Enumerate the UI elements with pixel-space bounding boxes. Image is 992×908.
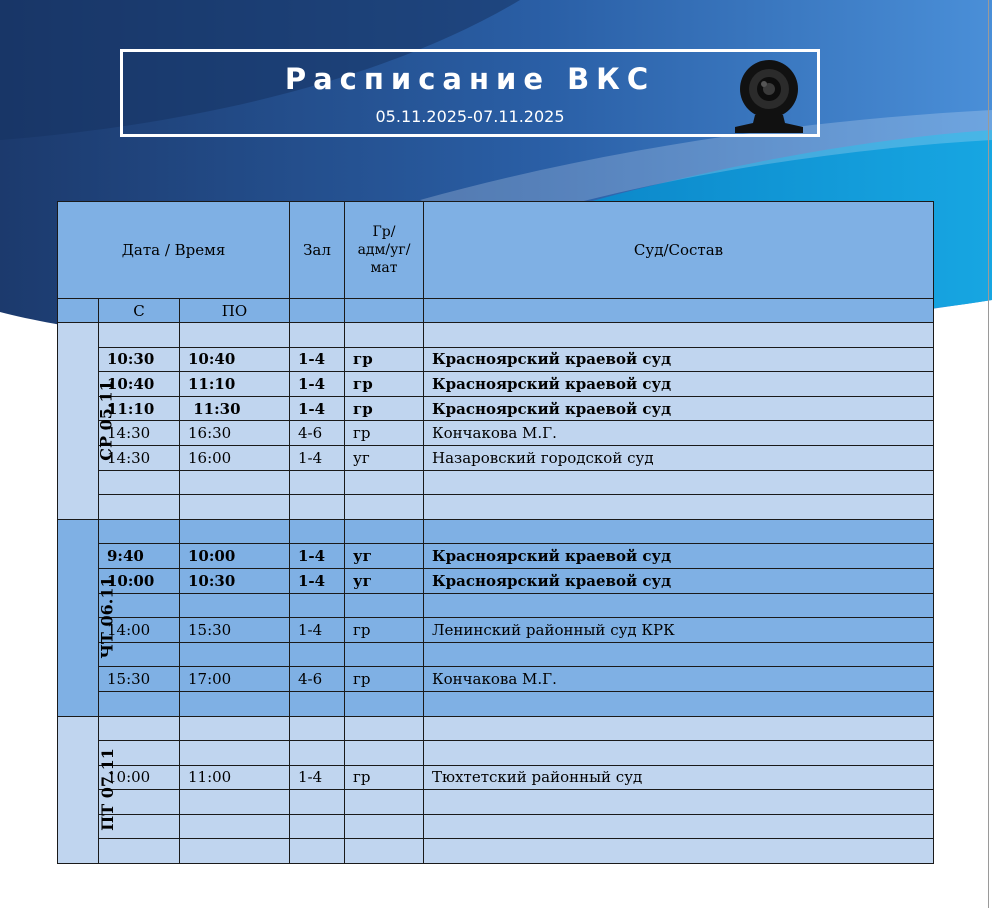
cell-hall — [290, 839, 345, 864]
cell-to: 11:00 — [180, 765, 290, 790]
table-header-row — [58, 202, 934, 299]
cell-from: 10:30 — [99, 347, 180, 372]
cell-court: Ленинский районный суд КРК — [424, 618, 934, 643]
table-row — [58, 839, 934, 864]
cell-to — [180, 839, 290, 864]
header-type-line1: Гр/ — [372, 224, 396, 240]
subheader-empty — [345, 299, 424, 323]
cell-court: Кончакова М.Г. — [424, 667, 934, 692]
cell-hall — [290, 495, 345, 520]
table-row — [58, 667, 934, 692]
cell-court — [424, 642, 934, 667]
cell-type — [345, 495, 424, 520]
cell-type: гр — [345, 618, 424, 643]
cell-hall — [290, 519, 345, 544]
table-row — [58, 716, 934, 741]
day-label-cell — [58, 716, 117, 864]
table-row — [58, 396, 934, 421]
subheader-empty — [424, 299, 934, 323]
cell-court: Красноярский краевой суд — [424, 372, 934, 397]
cell-court — [424, 519, 934, 544]
cell-type — [345, 716, 424, 741]
table-row — [58, 593, 934, 618]
cell-hall: 1-4 — [290, 445, 345, 470]
cell-to: 10:40 — [180, 347, 290, 372]
cell-from: 10:00 — [99, 765, 180, 790]
cell-to: 10:30 — [180, 568, 290, 593]
table-row — [58, 421, 934, 446]
cell-from: 14:30 — [99, 445, 180, 470]
cell-to — [180, 519, 290, 544]
cell-to: 15:30 — [180, 618, 290, 643]
day-label: ЧТ 06.11 — [97, 576, 117, 659]
cell-type — [345, 519, 424, 544]
cell-hall: 1-4 — [290, 372, 345, 397]
cell-to: 16:30 — [180, 421, 290, 446]
table-row — [58, 495, 934, 520]
schedule-table — [57, 201, 934, 864]
table-row — [58, 765, 934, 790]
subheader-empty — [290, 299, 345, 323]
header-type — [345, 202, 424, 299]
cell-type — [345, 642, 424, 667]
header-type-line3: мат — [370, 260, 398, 276]
header-court: Суд/Состав — [424, 202, 934, 299]
cell-to — [180, 814, 290, 839]
title-box — [120, 49, 820, 137]
cell-hall — [290, 790, 345, 815]
cell-to: 17:00 — [180, 667, 290, 692]
table-row — [58, 790, 934, 815]
cell-hall: 1-4 — [290, 568, 345, 593]
cell-from — [99, 716, 180, 741]
cell-to — [180, 593, 290, 618]
cell-to — [180, 741, 290, 766]
cell-hall — [290, 741, 345, 766]
table-row — [58, 519, 934, 544]
cell-type — [345, 839, 424, 864]
cell-type: гр — [345, 396, 424, 421]
cell-court: Назаровский городской суд — [424, 445, 934, 470]
table-row — [58, 814, 934, 839]
cell-from: 14:30 — [99, 421, 180, 446]
cell-type: уг — [345, 568, 424, 593]
cell-hall — [290, 470, 345, 495]
cell-court — [424, 495, 934, 520]
table-row — [58, 642, 934, 667]
table-row — [58, 741, 934, 766]
cell-to — [180, 790, 290, 815]
cell-hall — [290, 593, 345, 618]
cell-hall: 1-4 — [290, 396, 345, 421]
cell-hall: 1-4 — [290, 618, 345, 643]
cell-to — [180, 323, 290, 348]
header-type-line2: адм/уг/ — [357, 242, 411, 258]
cell-court — [424, 323, 934, 348]
cell-from: 14:00 — [99, 618, 180, 643]
cell-to — [180, 642, 290, 667]
cell-hall — [290, 716, 345, 741]
cell-type: гр — [345, 667, 424, 692]
cell-from: 9:40 — [99, 544, 180, 569]
cell-to: 11:30 — [180, 396, 290, 421]
cell-type — [345, 691, 424, 716]
table-row — [58, 470, 934, 495]
cell-to — [180, 716, 290, 741]
day-label-cell — [58, 323, 116, 520]
table-row — [58, 323, 934, 348]
header-from: С — [99, 299, 180, 323]
table-row — [58, 445, 934, 470]
cell-to — [180, 470, 290, 495]
cell-court — [424, 839, 934, 864]
table-row — [58, 544, 934, 569]
cell-type — [345, 790, 424, 815]
cell-court — [424, 741, 934, 766]
cell-type — [345, 470, 424, 495]
cell-to — [180, 691, 290, 716]
cell-from — [99, 495, 180, 520]
cell-type: гр — [345, 421, 424, 446]
cell-type: гр — [345, 347, 424, 372]
cell-to: 16:00 — [180, 445, 290, 470]
cell-from: 10:00 — [99, 568, 180, 593]
day-label: СР 05.11 — [96, 380, 116, 462]
table-row — [58, 691, 934, 716]
cell-type — [345, 741, 424, 766]
table-row — [58, 347, 934, 372]
cell-court — [424, 470, 934, 495]
day-label-cell — [58, 519, 117, 716]
cell-from: 10:40 — [99, 372, 180, 397]
cell-to — [180, 495, 290, 520]
cell-type — [345, 593, 424, 618]
cell-court: Красноярский краевой суд — [424, 568, 934, 593]
cell-from: 11:10 — [99, 396, 180, 421]
cell-type: гр — [345, 372, 424, 397]
header-to: ПО — [180, 299, 290, 323]
cell-from: 15:30 — [99, 667, 180, 692]
webcam-icon — [733, 59, 805, 133]
cell-type: уг — [345, 445, 424, 470]
cell-to: 11:10 — [180, 372, 290, 397]
cell-hall: 4-6 — [290, 667, 345, 692]
cell-court: Тюхтетский районный суд — [424, 765, 934, 790]
subheader-empty — [58, 299, 99, 323]
cell-court — [424, 790, 934, 815]
cell-hall — [290, 323, 345, 348]
page-title: Расписание ВКС — [284, 62, 656, 96]
cell-to: 10:00 — [180, 544, 290, 569]
cell-hall — [290, 691, 345, 716]
header-datetime: Дата / Время — [58, 202, 290, 299]
cell-court: Красноярский краевой суд — [424, 396, 934, 421]
cell-court: Красноярский краевой суд — [424, 544, 934, 569]
cell-court — [424, 814, 934, 839]
cell-hall — [290, 814, 345, 839]
table-subheader-row — [58, 299, 934, 323]
cell-from — [99, 323, 180, 348]
table-row — [58, 372, 934, 397]
table-row — [58, 568, 934, 593]
cell-court: Кончакова М.Г. — [424, 421, 934, 446]
cell-from — [99, 519, 180, 544]
cell-from — [99, 691, 180, 716]
cell-from — [99, 470, 180, 495]
cell-hall: 1-4 — [290, 765, 345, 790]
cell-hall: 1-4 — [290, 347, 345, 372]
cell-type: гр — [345, 765, 424, 790]
date-range: 05.11.2025-07.11.2025 — [375, 107, 565, 126]
cell-court — [424, 593, 934, 618]
cell-type — [345, 814, 424, 839]
header-hall: Зал — [290, 202, 345, 299]
page-edge-line — [988, 0, 989, 908]
table-row — [58, 618, 934, 643]
cell-from — [99, 839, 180, 864]
cell-court: Красноярский краевой суд — [424, 347, 934, 372]
cell-court — [424, 691, 934, 716]
cell-court — [424, 716, 934, 741]
cell-hall — [290, 642, 345, 667]
cell-type — [345, 323, 424, 348]
cell-type: уг — [345, 544, 424, 569]
day-label: ПТ 07.11 — [97, 748, 117, 832]
cell-hall: 1-4 — [290, 544, 345, 569]
cell-hall: 4-6 — [290, 421, 345, 446]
